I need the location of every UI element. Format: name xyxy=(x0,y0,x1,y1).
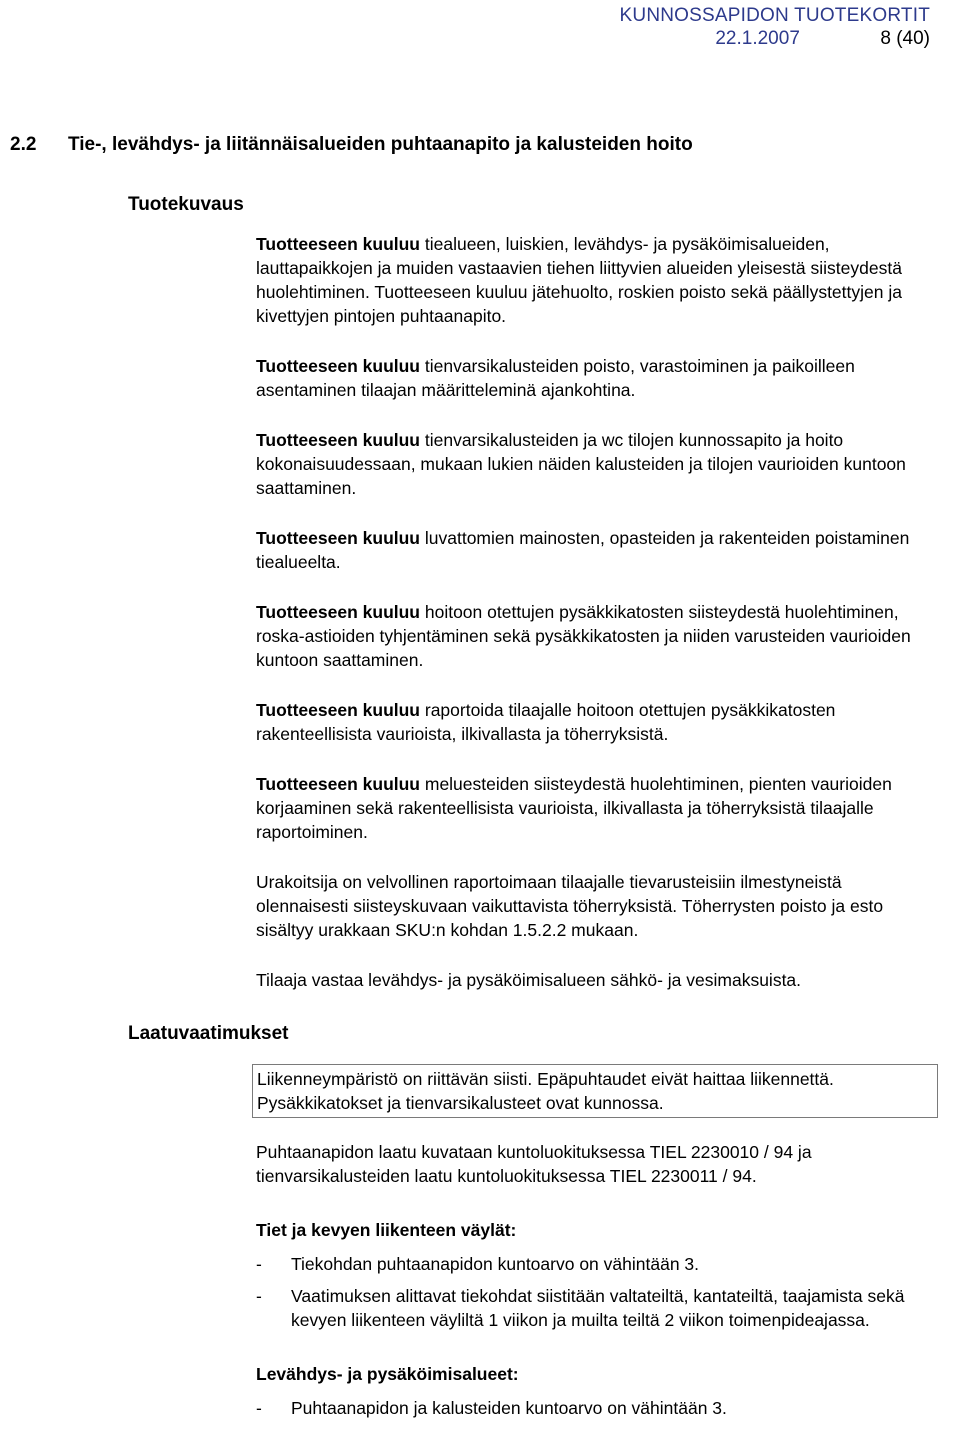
document-title: KUNNOSSAPIDON TUOTEKORTIT xyxy=(619,5,930,26)
description-paragraph xyxy=(256,772,936,844)
label-quality: Laatuvaatimukset xyxy=(128,1023,289,1044)
page-header xyxy=(620,4,930,50)
description-paragraph xyxy=(256,428,936,500)
paragraph-lead: Tuotteeseen kuuluu xyxy=(256,234,420,254)
classification-paragraph: Puhtaanapidon laatu kuvataan kuntoluokituksessa TIEL 2230010 / 94 ja tienvarsikalusteiden laatu kuntoluokituksessa TIEL 2230011 / 94. xyxy=(256,1142,812,1186)
list-item-text: Tiekohdan puhtaanapidon kuntoarvo on vähintään 3. xyxy=(291,1254,700,1274)
list-dash: - xyxy=(256,1254,262,1274)
section-heading xyxy=(10,134,693,156)
paragraph-text: Urakoitsija on velvollinen raportoimaan tilaajalle tievarusteisiin ilmestyneistä olennaisesti siisteyskuvaan vaikuttavista töherryksistä. Töherrysten poisto ja esto sisältyy urakkaan SKU:n kohdan 1.5.2.2 mukaan. xyxy=(256,872,884,940)
paragraph-lead: Tuotteeseen kuuluu xyxy=(256,356,420,376)
list-item xyxy=(256,1252,936,1276)
description-paragraph xyxy=(256,870,936,942)
list-item-text: Vaatimuksen alittavat tiekohdat siistitään valtateiltä, kantateiltä, taajamista sekä kevyen liikenteen väyliltä 1 viikon ja muilta teiltä 2 viikon toimenpideajassa. xyxy=(291,1286,905,1330)
list-item-text: Puhtaanapidon ja kalusteiden kuntoarvo on vähintään 3. xyxy=(291,1398,727,1418)
rest-areas-heading: Levähdys- ja pysäköimisalueet: xyxy=(256,1364,519,1384)
list-item xyxy=(256,1396,936,1420)
section-title: Tie-, levähdys- ja liitännäisalueiden puhtaanapito ja kalusteiden hoito xyxy=(68,134,693,155)
paragraph-text: raportoida tilaajalle hoitoon otettujen pysäkkikatosten rakenteellisista vaurioista, ilkivallasta ja töherryksistä. xyxy=(256,700,836,744)
paragraph-lead: Tuotteeseen kuuluu xyxy=(256,774,420,794)
header-row xyxy=(620,27,930,50)
paragraph-lead: Tuotteeseen kuuluu xyxy=(256,430,420,450)
paragraph-text: luvattomien mainosten, opasteiden ja rakenteiden poistaminen tiealueelta. xyxy=(256,528,910,572)
page-number: 8 (40) xyxy=(880,28,930,49)
description-paragraph xyxy=(256,698,936,746)
paragraph-lead: Tuotteeseen kuuluu xyxy=(256,528,420,548)
description-paragraph xyxy=(256,354,936,402)
section-number: 2.2 xyxy=(10,134,37,155)
description-paragraph xyxy=(256,526,936,574)
paragraph-lead: Tuotteeseen kuuluu xyxy=(256,602,420,622)
list-dash: - xyxy=(256,1286,262,1306)
label-description: Tuotekuvaus xyxy=(128,194,244,215)
paragraph-text: tienvarsikalusteiden ja wc tilojen kunnossapito ja hoito kokonaisuudessaan, mukaan lukien näiden kalusteiden ja tilojen vaurioiden kuntoon saattaminen. xyxy=(256,430,906,498)
description-paragraph xyxy=(256,600,936,672)
document-date: 22.1.2007 xyxy=(715,28,800,49)
paragraph-text: tienvarsikalusteiden poisto, varastoiminen ja paikoilleen asentaminen tilaajan määrittelеminä ajankohtina. xyxy=(256,356,855,400)
paragraph-text: tiealueen, luiskien, levähdys- ja pysäköimisalueiden, lauttapaikkojen ja muiden vastaavien tiehen liittyvien alueiden yleisestä siisteydestä huolehtiminen. Tuotteeseen kuuluu jätehuolto, roskien poisto sekä päällystettyjen ja kivettyjen pintojen puhtaanapito. xyxy=(256,234,902,326)
roads-heading: Tiet ja kevyen liikenteen väylät: xyxy=(256,1220,517,1240)
list-dash: - xyxy=(256,1398,262,1418)
description-paragraph xyxy=(256,232,936,328)
description-body xyxy=(256,232,936,1018)
paragraph-text: hoitoon otettujen pysäkkikatosten siisteydestä huolehtiminen, roska-astioiden tyhjentäminen sekä pysäkkikatosten ja niiden varusteiden vaurioiden kuntoon saattaminen. xyxy=(256,602,911,670)
list-item xyxy=(256,1284,936,1332)
quality-body xyxy=(256,1064,936,1442)
quality-summary-box: Liikenneympäristö on riittävän siisti. Epäpuhtaudet eivät haittaa liikennettä. Pysäkkikatokset ja tienvarsikalusteet ovat kunnossa. xyxy=(252,1064,938,1118)
paragraph-lead: Tuotteeseen kuuluu xyxy=(256,700,420,720)
rest-areas-list xyxy=(256,1396,936,1420)
paragraph-text: meluesteiden siisteydestä huolehtiminen, pienten vaurioiden korjaaminen sekä rakenteellisista vaurioista, ilkivallasta ja töherryksistä tilaajalle raportoiminen. xyxy=(256,774,892,842)
paragraph-text: Tilaaja vastaa levähdys- ja pysäköimisalueen sähkö- ja vesimaksuista. xyxy=(256,970,802,990)
description-paragraph xyxy=(256,968,936,992)
roads-list xyxy=(256,1252,936,1332)
